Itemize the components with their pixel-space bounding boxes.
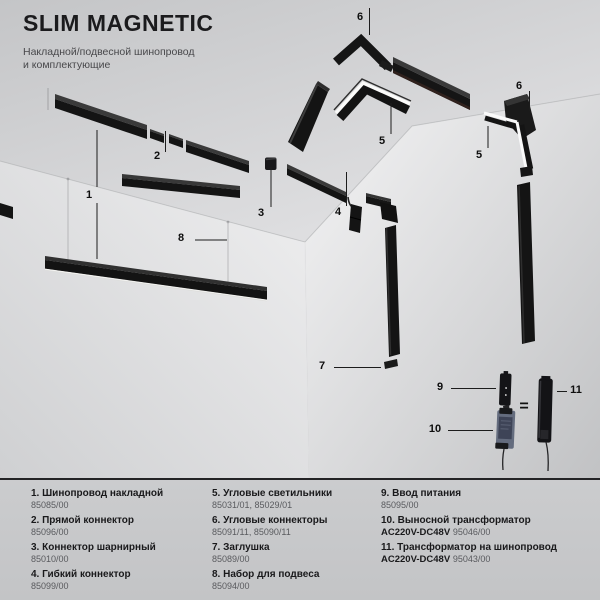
legend-item: 11. Трансформатор на шинопровод AC220V-DC48V 95043/00 [381,542,558,565]
callout-1: 1 [85,189,93,201]
external-transformer [495,408,515,450]
legend-item: 8. Набор для подвеса 85094/00 [212,569,320,591]
legend-item: 9. Ввод питания 85095/00 [381,488,462,510]
track-transformer [537,376,553,443]
power-input-device [499,371,512,406]
legend-item: 2. Прямой коннектор 85096/00 [31,515,135,537]
page-subtitle: Накладной/подвесной шинопровод и комплектующие [23,46,195,71]
callout-5a: 5 [378,135,386,147]
callout-11: 11 [570,384,582,396]
callout-7: 7 [318,360,326,372]
legend-column-1 [31,488,201,596]
callout-9: 9 [436,381,444,393]
header [23,10,214,72]
legend-item: 1. Шинопровод накладной 85085/00 [31,488,164,510]
callout-8: 8 [177,232,185,244]
callout-4: 4 [334,206,342,218]
callout-6a: 6 [356,11,364,23]
legend [0,480,600,600]
legend-column-3 [381,488,586,569]
page-title: SLIM MAGNETIC [23,10,214,36]
legend-item: 7. Заглушка 85089/00 [212,542,270,564]
equals-sign: = [519,398,529,415]
legend-divider [0,478,600,480]
callout-3: 3 [257,207,265,219]
callout-5b: 5 [475,149,483,161]
callout-10: 10 [428,423,442,435]
callout-6b: 6 [515,80,523,92]
legend-column-2 [212,488,372,596]
legend-item: 10. Выносной трансформатор AC220V-DC48V 95046/00 [381,515,531,538]
legend-item: 5. Угловые светильники 85031/01, 85029/01 [212,488,333,510]
callout-2: 2 [153,150,161,162]
legend-item: 4. Гибкий коннектор 85099/00 [31,569,131,591]
legend-item: 3. Коннектор шарнирный 85010/00 [31,542,156,564]
legend-item: 6. Угловые коннекторы 85091/11, 85090/11 [212,515,328,537]
